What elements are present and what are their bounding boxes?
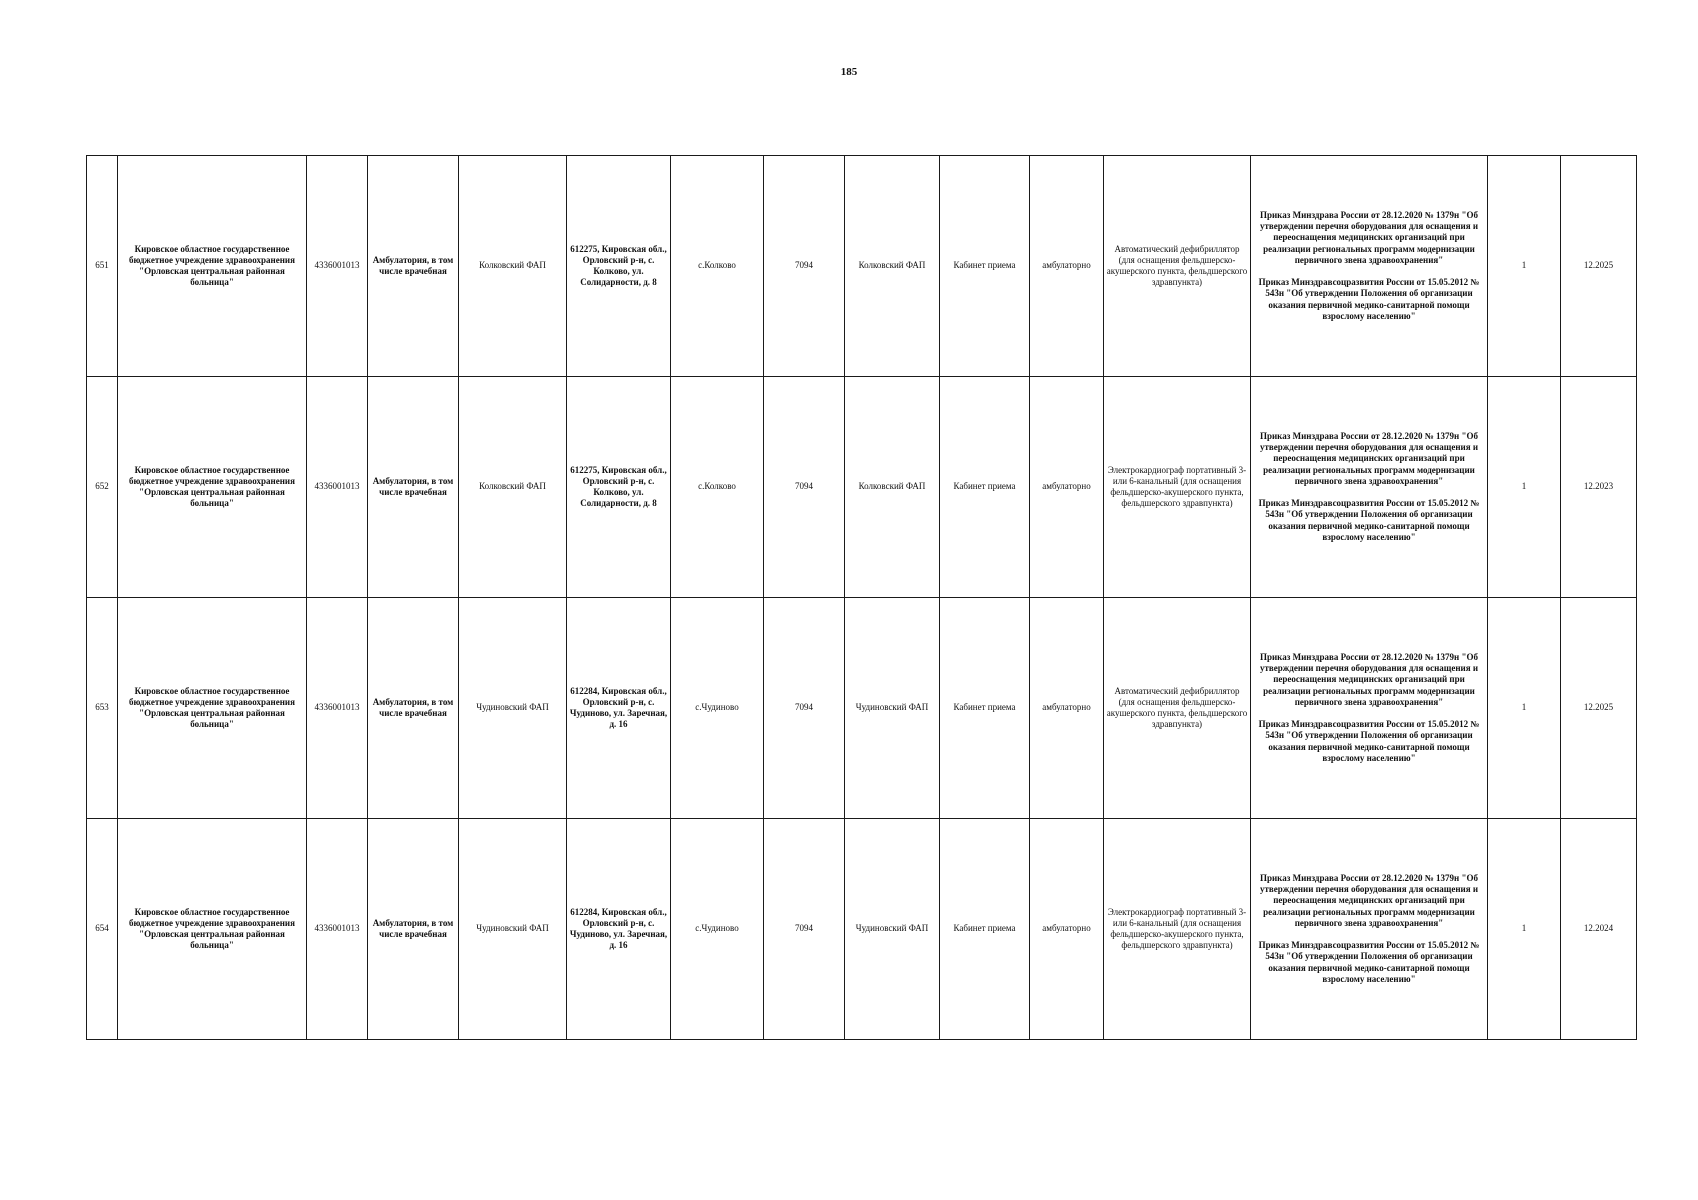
quantity: 1 [1488,156,1561,377]
row-number: 651 [87,156,118,377]
facility-type: Амбулатория, в том числе врачебная [368,819,459,1040]
address: 612284, Кировская обл., Орловский р-н, с. Чудиново, ул. Заречная, д. 16 [567,598,671,819]
address: 612275, Кировская обл., Орловский р-н, с. Колково, ул. Солидарности, д. 8 [567,156,671,377]
legal-basis-order-1379n: Приказ Минздрава России от 28.12.2020 № 1379н "Об утверждении перечня оборудования для оснащения и переоснащения медицинских организаций при реализации региональных программ модернизации первичного звена здравоохранения" [1259,872,1479,928]
code: 7094 [764,598,845,819]
page-number: 185 [840,66,858,78]
legal-basis-spacer [1253,929,1485,940]
care-mode: амбулаторно [1030,377,1104,598]
care-mode: амбулаторно [1030,156,1104,377]
table-row [87,598,1637,819]
date: 12.2023 [1561,377,1637,598]
quantity: 1 [1488,377,1561,598]
legal-basis-spacer [1253,266,1485,277]
legal-basis-order-543n: Приказ Минздравсоцразвития России от 15.05.2012 № 543н "Об утверждении Положения об организации оказания первичной медико-санитарной помощи взрослому населению" [1258,277,1480,321]
care-mode: амбулаторно [1030,819,1104,1040]
address: 612284, Кировская обл., Орловский р-н, с. Чудиново, ул. Заречная, д. 16 [567,819,671,1040]
department: Колковский ФАП [845,156,940,377]
organization-name: Кировское областное государственное бюджетное учреждение здравоохранения "Орловская центральная районная больница" [118,598,307,819]
legal-basis-spacer [1253,708,1485,719]
room: Кабинет приема [940,377,1030,598]
settlement: с.Колково [671,377,764,598]
inn: 4336001013 [307,377,368,598]
care-mode: амбулаторно [1030,598,1104,819]
department: Колковский ФАП [845,377,940,598]
legal-basis-order-543n: Приказ Минздравсоцразвития России от 15.05.2012 № 543н "Об утверждении Положения об организации оказания первичной медико-санитарной помощи взрослому населению" [1258,940,1480,984]
department: Чудиновский ФАП [845,819,940,1040]
unit-name: Чудиновский ФАП [459,598,567,819]
equipment-registry-table [86,155,1637,1040]
table-row [87,377,1637,598]
code: 7094 [764,819,845,1040]
legal-basis-spacer [1253,487,1485,498]
legal-basis [1251,156,1488,377]
equipment: Электрокардиограф портативный 3- или 6-канальный (для оснащения фельдшерско-акушерского пункта, фельдшерского здравпункта) [1104,377,1251,598]
organization-name: Кировское областное государственное бюджетное учреждение здравоохранения "Орловская центральная районная больница" [118,819,307,1040]
settlement: с.Чудиново [671,598,764,819]
organization-name: Кировское областное государственное бюджетное учреждение здравоохранения "Орловская центральная районная больница" [118,377,307,598]
legal-basis [1251,598,1488,819]
inn: 4336001013 [307,156,368,377]
organization-name: Кировское областное государственное бюджетное учреждение здравоохранения "Орловская центральная районная больница" [118,156,307,377]
inn: 4336001013 [307,598,368,819]
facility-type: Амбулатория, в том числе врачебная [368,598,459,819]
date: 12.2025 [1561,156,1637,377]
unit-name: Колковский ФАП [459,156,567,377]
table-row [87,156,1637,377]
address: 612275, Кировская обл., Орловский р-н, с. Колково, ул. Солидарности, д. 8 [567,377,671,598]
row-number: 654 [87,819,118,1040]
row-number: 653 [87,598,118,819]
legal-basis-order-543n: Приказ Минздравсоцразвития России от 15.05.2012 № 543н "Об утверждении Положения об организации оказания первичной медико-санитарной помощи взрослому населению" [1258,719,1480,763]
code: 7094 [764,377,845,598]
legal-basis-order-543n: Приказ Минздравсоцразвития России от 15.05.2012 № 543н "Об утверждении Положения об организации оказания первичной медико-санитарной помощи взрослому населению" [1258,498,1480,542]
inn: 4336001013 [307,819,368,1040]
equipment: Электрокардиограф портативный 3- или 6-канальный (для оснащения фельдшерско-акушерского пункта, фельдшерского здравпункта) [1104,819,1251,1040]
department: Чудиновский ФАП [845,598,940,819]
table-row [87,819,1637,1040]
facility-type: Амбулатория, в том числе врачебная [368,156,459,377]
quantity: 1 [1488,598,1561,819]
legal-basis [1251,819,1488,1040]
code: 7094 [764,156,845,377]
unit-name: Колковский ФАП [459,377,567,598]
equipment: Автоматический дефибриллятор (для оснащения фельдшерско-акушерского пункта, фельдшерского здравпункта) [1104,156,1251,377]
legal-basis-order-1379n: Приказ Минздрава России от 28.12.2020 № 1379н "Об утверждении перечня оборудования для оснащения и переоснащения медицинских организаций при реализации региональных программ модернизации первичного звена здравоохранения" [1259,651,1479,707]
date: 12.2024 [1561,819,1637,1040]
equipment: Автоматический дефибриллятор (для оснащения фельдшерско-акушерского пункта, фельдшерского здравпункта) [1104,598,1251,819]
legal-basis-order-1379n: Приказ Минздрава России от 28.12.2020 № 1379н "Об утверждении перечня оборудования для оснащения и переоснащения медицинских организаций при реализации региональных программ модернизации первичного звена здравоохранения" [1259,209,1479,265]
room: Кабинет приема [940,156,1030,377]
room: Кабинет приема [940,819,1030,1040]
row-number: 652 [87,377,118,598]
settlement: с.Чудиново [671,819,764,1040]
quantity: 1 [1488,819,1561,1040]
room: Кабинет приема [940,598,1030,819]
facility-type: Амбулатория, в том числе врачебная [368,377,459,598]
settlement: с.Колково [671,156,764,377]
unit-name: Чудиновский ФАП [459,819,567,1040]
date: 12.2025 [1561,598,1637,819]
legal-basis-order-1379n: Приказ Минздрава России от 28.12.2020 № 1379н "Об утверждении перечня оборудования для оснащения и переоснащения медицинских организаций при реализации региональных программ модернизации первичного звена здравоохранения" [1259,430,1479,486]
legal-basis [1251,377,1488,598]
